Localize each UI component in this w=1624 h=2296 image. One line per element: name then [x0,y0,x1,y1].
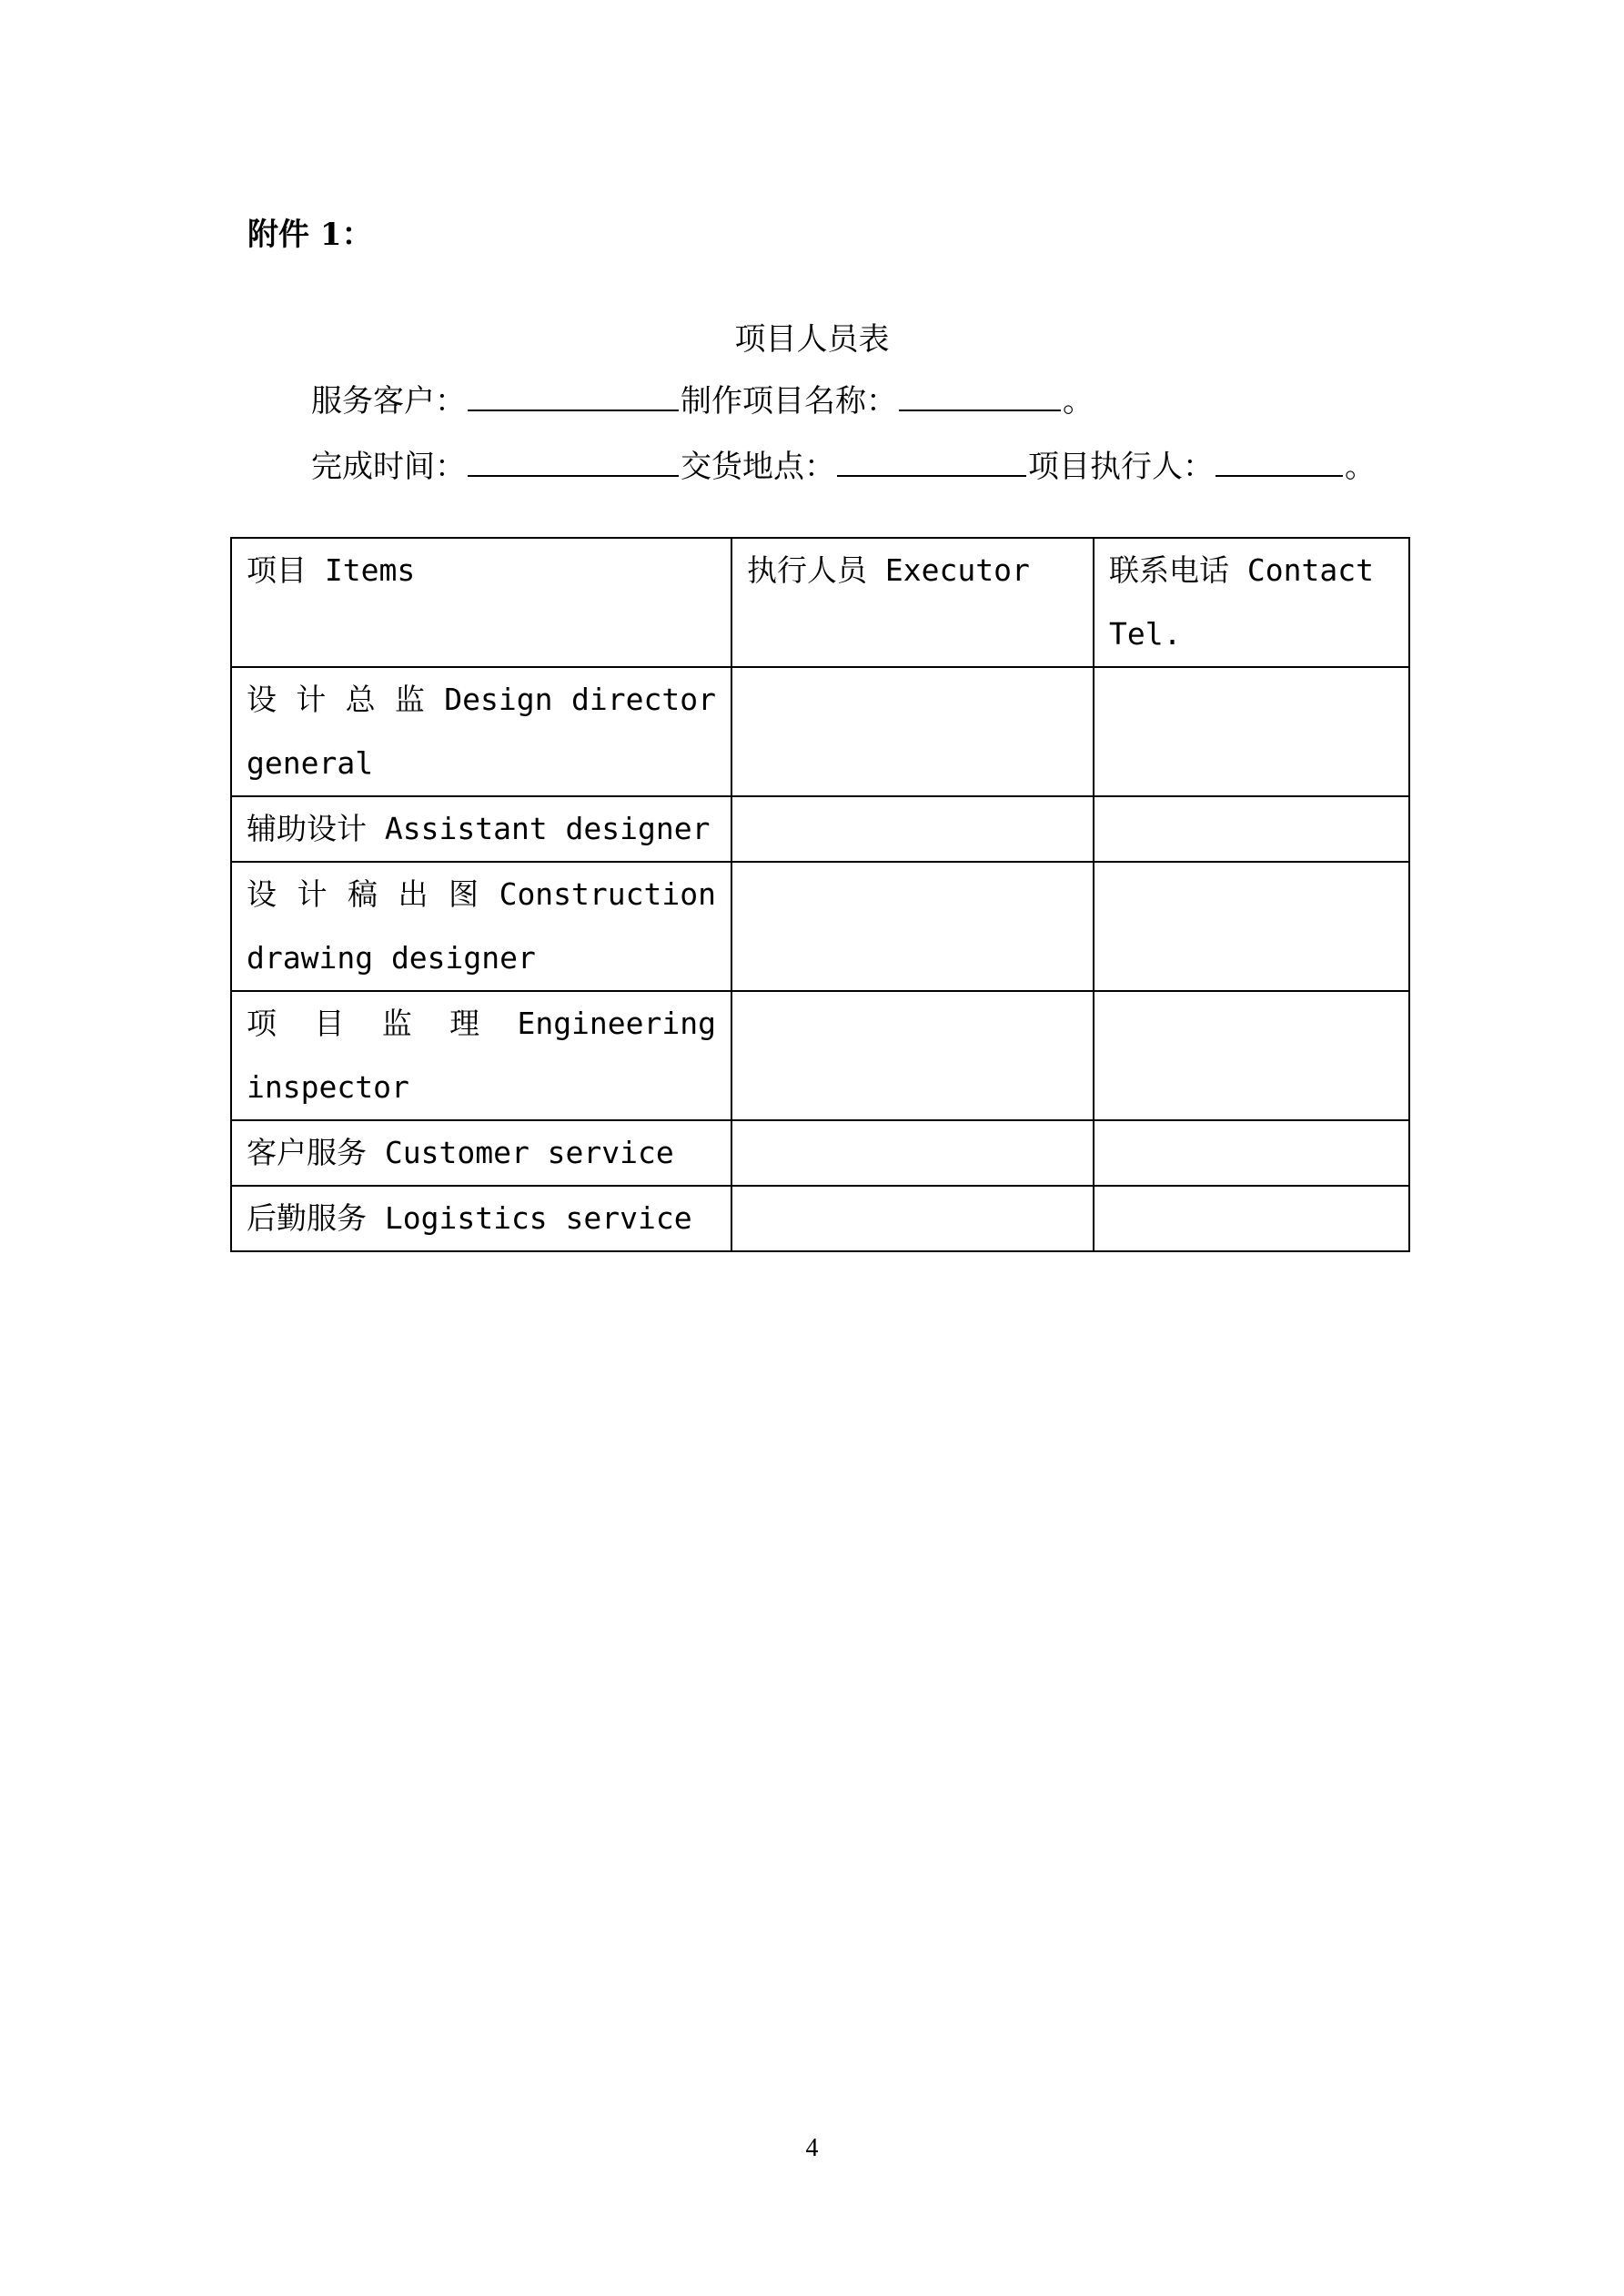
table-row [231,1120,1409,1186]
project-name-label: 制作项目名称： [681,383,897,420]
document-title: 项目人员表 [734,321,890,358]
row-tel-cell[interactable] [1094,667,1409,796]
row-item: 后勤服务 Logistics service [231,1186,731,1251]
row-item: 设 计 稿 出 图 Construction drawing designer [231,862,731,991]
attachment-label: 附件 1： [247,217,373,253]
header-contact-tel: 联系电话 Contact Tel. [1094,538,1409,667]
page-number: 4 [805,2134,819,2162]
client-label: 服务客户： [311,383,466,420]
end-mark: 。 [1063,383,1094,420]
row-executor-cell[interactable] [731,1186,1094,1251]
row-executor-cell[interactable] [731,667,1094,796]
delivery-location-blank[interactable] [837,448,1026,477]
project-executor-blank[interactable] [1215,448,1343,477]
table-row [231,991,1409,1120]
row-item: 项 目 监 理 Engineering inspector [231,991,731,1120]
row-tel-cell[interactable] [1094,1120,1409,1186]
header-executor: 执行人员 Executor [731,538,1094,667]
personnel-table [230,537,1410,1252]
project-name-blank[interactable] [899,382,1061,411]
row-executor-cell[interactable] [731,796,1094,862]
client-blank[interactable] [468,382,679,411]
completion-time-blank[interactable] [468,448,679,477]
table-row [231,667,1409,796]
row-tel-cell[interactable] [1094,991,1409,1120]
completion-time-label: 完成时间： [311,449,466,485]
form-line-completion [311,441,1376,486]
table-row [231,796,1409,862]
end-mark: 。 [1345,449,1376,485]
table-row [231,862,1409,991]
row-executor-cell[interactable] [731,991,1094,1120]
project-executor-label: 项目执行人： [1028,449,1214,485]
row-item: 客户服务 Customer service [231,1120,731,1186]
row-tel-cell[interactable] [1094,796,1409,862]
table-row [231,1186,1409,1251]
row-executor-cell[interactable] [731,862,1094,991]
row-tel-cell[interactable] [1094,862,1409,991]
row-executor-cell[interactable] [731,1120,1094,1186]
header-items: 项目 Items [231,538,731,667]
row-item: 辅助设计 Assistant designer [231,796,731,862]
table-header-row [231,538,1409,667]
delivery-location-label: 交货地点： [681,449,835,485]
form-line-client [311,376,1094,420]
row-item: 设 计 总 监 Design director general [231,667,731,796]
row-tel-cell[interactable] [1094,1186,1409,1251]
